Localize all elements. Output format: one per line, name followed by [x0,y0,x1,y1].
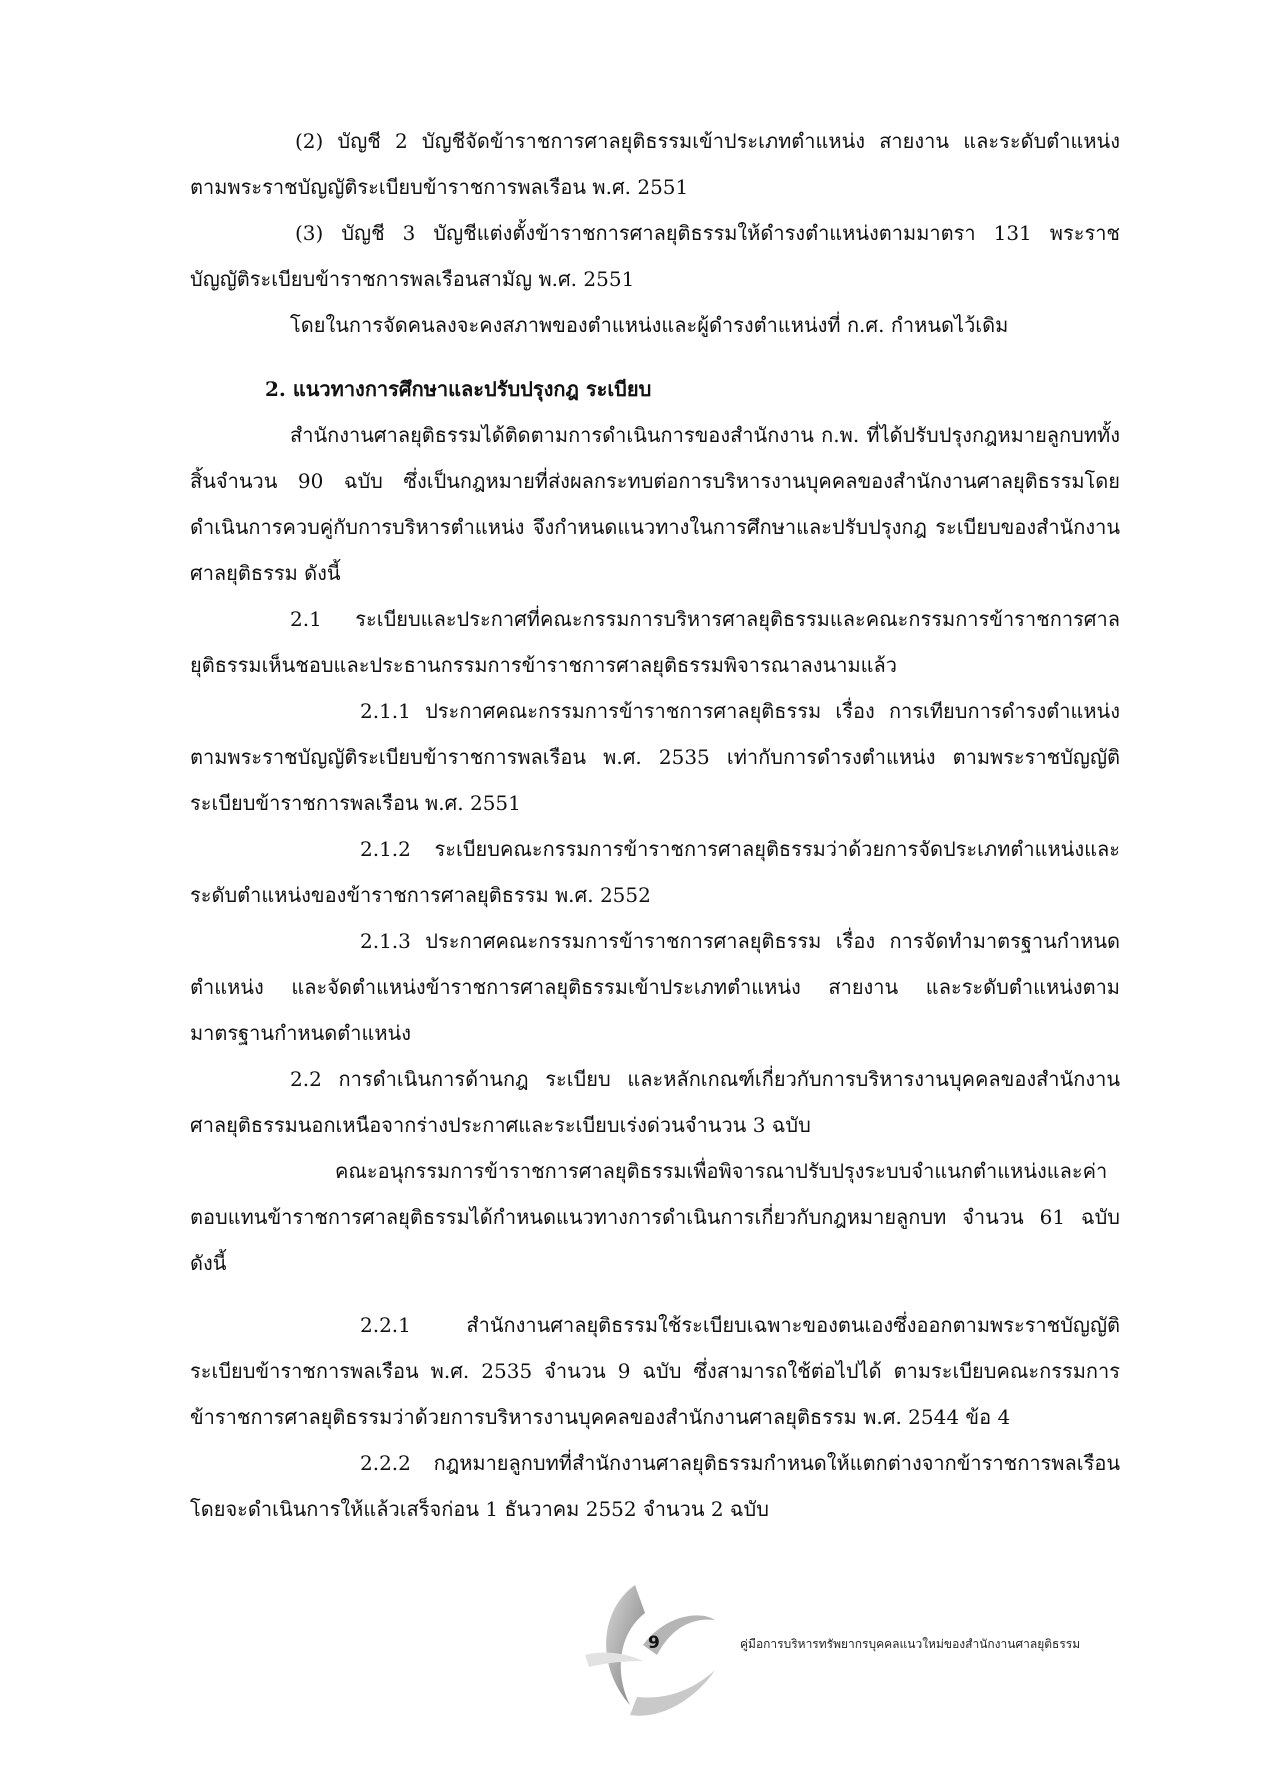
paragraph-2-1: 2.1 ระเบียบและประกาศที่คณะกรรมการบริหารศาลยุติธรรมและคณะกรรมการข้าราชการศาลยุติธรรมเห็นชอบและประธานกรรมการข้าราชการศาลยุติธรรมพิจารณาลงนามแล้ว [190,607,1120,677]
body-text [190,118,1120,1532]
paragraph-2-2: 2.2 การดำเนินการด้านกฎ ระเบียบ และหลักเกณฑ์เกี่ยวกับการบริหารงานบุคคลของสำนักงานศาลยุติธรรมนอกเหนือจากร่างประกาศและระเบียบเร่งด่วนจำนวน 3 ฉบับ [190,1067,1120,1137]
paragraph-intro: สำนักงานศาลยุติธรรมได้ติดตามการดำเนินการของสำนักงาน ก.พ. ที่ได้ปรับปรุงกฎหมายลูกบททั้งสิ้นจำนวน 90 ฉบับ ซึ่งเป็นกฎหมายที่ส่งผลกระทบต่อการบริหารงานบุคคลของสำนักงานศาลยุติธรรมโดยดำเนินการควบคู่กับการบริหารตำแหน่ง จึงกำหนดแนวทางในการศึกษาและปรับปรุงกฎ ระเบียบของสำนักงานศาลยุติธรรม ดังนี้ [190,423,1120,585]
paragraph-2-1-3: 2.1.3 ประกาศคณะกรรมการข้าราชการศาลยุติธรรม เรื่อง การจัดทำมาตรฐานกำหนดตำแหน่ง และจัดตำแหน่งข้าราชการศาลยุติธรรมเข้าประเภทตำแหน่ง สายงาน และระดับตำแหน่งตามมาตรฐานกำหนดตำแหน่ง [190,929,1120,1045]
page-number: 9 [648,1633,660,1653]
paragraph-2-1-1: 2.1.1 ประกาศคณะกรรมการข้าราชการศาลยุติธรรม เรื่อง การเทียบการดำรงตำแหน่งตามพระราชบัญญัติระเบียบข้าราชการพลเรือน พ.ศ. 2535 เท่ากับการดำรงตำแหน่ง ตามพระราชบัญญัติระเบียบข้าราชการพลเรือน พ.ศ. 2551 [190,699,1120,815]
paragraph-2-2-2: 2.2.2 กฎหมายลูกบทที่สำนักงานศาลยุติธรรมกำหนดให้แตกต่างจากข้าราชการพลเรือนโดยจะดำเนินการให้แล้วเสร็จก่อน 1 ธันวาคม 2552 จำนวน 2 ฉบับ [190,1451,1120,1521]
paragraph-subcommittee: คณะอนุกรรมการข้าราชการศาลยุติธรรมเพื่อพิจารณาปรับปรุงระบบจำแนกตำแหน่งและค่าตอบแทนข้าราชการศาลยุติธรรมได้กำหนดแนวทางการดำเนินการเกี่ยวกับกฎหมายลูกบท จำนวน 61 ฉบับ ดังนี้ [190,1159,1120,1275]
section-heading: 2. แนวทางการศึกษาและปรับปรุงกฎ ระเบียบ [265,377,652,401]
paragraph-2-2-1: 2.2.1 สำนักงานศาลยุติธรรมใช้ระเบียบเฉพาะของตนเองซึ่งออกตามพระราชบัญญัติระเบียบข้าราชการพลเรือน พ.ศ. 2535 จำนวน 9 ฉบับ ซึ่งสามารถใช้ต่อไปได้ ตามระเบียบคณะกรรมการข้าราชการศาลยุติธรรมว่าด้วยการบริหารงานบุคคลของสำนักงานศาลยุติธรรม พ.ศ. 2544 ข้อ 4 [190,1313,1120,1429]
paragraph-2-1-2: 2.1.2 ระเบียบคณะกรรมการข้าราชการศาลยุติธรรมว่าด้วยการจัดประเภทตำแหน่งและระดับตำแหน่งของข้าราชการศาลยุติธรรม พ.ศ. 2552 [190,837,1120,907]
paragraph-appendix-3: (3) บัญชี 3 บัญชีแต่งตั้งข้าราชการศาลยุติธรรมให้ดำรงตำแหน่งตามมาตรา 131 พระราชบัญญัติระเบียบข้าราชการพลเรือนสามัญ พ.ศ. 2551 [190,221,1120,291]
paragraph-appendix-2: (2) บัญชี 2 บัญชีจัดข้าราชการศาลยุติธรรมเข้าประเภทตำแหน่ง สายงาน และระดับตำแหน่งตามพระราชบัญญัติระเบียบข้าราชการพลเรือน พ.ศ. 2551 [190,129,1120,199]
paragraph-staffing-note: โดยในการจัดคนลงจะคงสภาพของตำแหน่งและผู้ดำรงตำแหน่งที่ ก.ศ. กำหนดไว้เดิม [290,313,1009,337]
footer-title: คู่มือการบริหารทรัพยากรบุคคลแนวใหม่ของสำนักงานศาลยุติธรรม [740,1637,1081,1651]
